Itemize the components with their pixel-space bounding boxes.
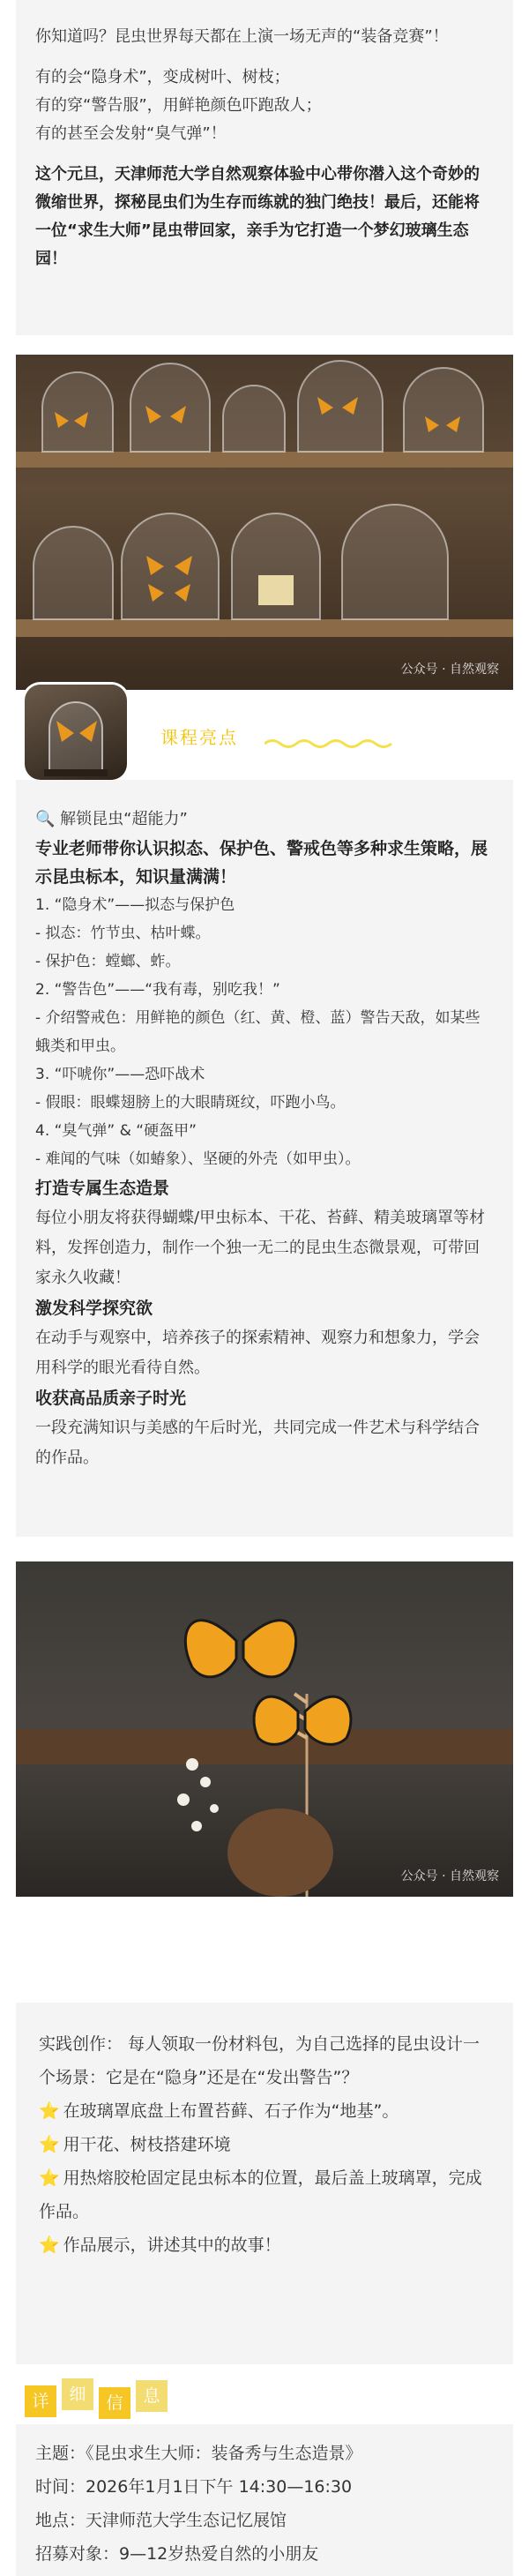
magnifier-icon: 🔍 (35, 810, 56, 828)
practice-card (16, 2003, 513, 2364)
family-time-text: 一段充满知识与美感的午后时光，共同完成一件艺术与科学结合的作品。 (35, 1419, 480, 1467)
intro-line-1: 你知道吗？昆虫世界每天都在上演一场无声的“装备竞赛”！ (35, 27, 449, 46)
event-theme: 主题：《昆虫求生大师：装备秀与生态造景》 (35, 2444, 362, 2463)
intro-card (16, 0, 513, 335)
strategy-item: 3. “吓唬你”——恐吓战术 (35, 1066, 205, 1083)
detail-tag-char: 细 (62, 2378, 93, 2410)
detail-tag-char: 详 (25, 2385, 56, 2417)
wavy-underline-decoration (264, 738, 397, 750)
practice-step: ⭐ 作品展示，讲述其中的故事！ (39, 2235, 281, 2255)
unlock-title-row (35, 805, 494, 835)
intro-line-4: 有的甚至会发射“臭气弹”！ (35, 124, 227, 143)
event-time: 时间：2026年1月1日下午 14:30—16:30 (35, 2477, 353, 2497)
strategy-item: - 拟态：竹节虫、枯叶蝶。 (35, 925, 211, 942)
science-inquiry-text: 在动手与观察中，培养孩子的探索精神、观察力和想象力，学会用科学的眼光看待自然。 (35, 1329, 480, 1377)
event-place: 地点：天津师范大学生态记忆展馆 (35, 2511, 287, 2530)
detail-tag-char: 息 (136, 2380, 168, 2412)
star-icon: ⭐ (39, 2101, 60, 2121)
butterfly-illustration (16, 1561, 513, 1897)
star-icon: ⭐ (39, 2235, 60, 2255)
event-details (16, 2424, 513, 2576)
ecology-landscape-text: 每位小朋友将获得蝴蝶/甲虫标本、干花、苔藓、精美玻璃罩等材料，发挥创造力，制作一个独一无二的昆虫生态微景观，可带回家永久收藏！ (35, 1209, 486, 1287)
strategy-item: - 介绍警戒色：用鲜艳的颜色（红、黄、橙、蓝）警告天敌，如某些蛾类和甲虫。 (35, 1009, 481, 1055)
science-inquiry-heading: 激发科学探究欲 (35, 1299, 153, 1318)
glass-dome-specimens-photo (16, 355, 513, 690)
unlock-title: 解锁昆虫“超能力” (60, 810, 188, 828)
event-target: 招募对象：9—12岁热爱自然的小朋友 (35, 2544, 319, 2564)
detail-tag-char: 信 (99, 2387, 130, 2419)
ecology-landscape-heading: 打造专属生态造景 (35, 1179, 170, 1198)
unlock-description: 专业老师带你认识拟态、保护色、警戒色等多种求生策略，展示昆虫标本，知识量满满！ (35, 839, 488, 887)
course-highlight-label: 课程亮点 (160, 727, 238, 748)
star-icon: ⭐ (39, 2168, 60, 2188)
intro-line-3: 有的穿“警告服”，用鲜艳颜色吓跑敌人； (35, 96, 322, 115)
strategy-item: 4. “臭气弹” & “硬盔甲” (35, 1122, 197, 1140)
strategy-item: 2. “警告色”——“我有毒，别吃我！” (35, 981, 280, 999)
strategy-item: - 难闻的气味（如蝽象）、坚硬的外壳（如甲虫）。 (35, 1150, 361, 1168)
star-icon: ⭐ (39, 2135, 60, 2154)
practice-step: ⭐ 用干花、树枝搭建环境 (39, 2135, 231, 2154)
intro-line-2: 有的会“隐身术”，变成树叶、树枝； (35, 68, 290, 86)
family-time-heading: 收获高品质亲子时光 (35, 1389, 187, 1408)
practice-intro: 实践创作： 每人领取一份材料包，为自己选择的昆虫设计一个场景：它是在“隐身”还是在“发出警告”？ (39, 2034, 481, 2087)
strategy-item: - 保护色：螳螂、蚱。 (35, 953, 181, 970)
course-highlight-header (0, 685, 529, 780)
glass-dome-illustration (16, 355, 513, 690)
detail-info-header (16, 2375, 513, 2428)
practice-step: ⭐ 用热熔胶枪固定昆虫标本的位置，最后盖上玻璃罩，完成作品。 (39, 2168, 482, 2221)
photo-watermark: 公众号 · 自然观察 (400, 663, 499, 677)
photo-watermark: 公众号 · 自然观察 (400, 1869, 499, 1883)
strategy-item: - 假眼：眼蝶翅膀上的大眼睛斑纹，吓跑小鸟。 (35, 1094, 346, 1112)
course-highlights-card (16, 780, 513, 1537)
survival-strategy-list (35, 891, 494, 1173)
butterfly-dome-thumbnail (25, 685, 127, 780)
butterfly-pinecone-photo (16, 1561, 513, 1897)
intro-highlight-text: 这个元旦，天津师范大学自然观察体验中心带你潜入这个奇妙的微缩世界，探秘昆虫们为生存而练就的独门绝技！最后，还能将一位“求生大师”昆虫带回家，亲手为它打造一个梦幻玻璃生态园！ (35, 165, 480, 268)
strategy-item: 1. “隐身术”——拟态与保护色 (35, 896, 235, 914)
practice-step: ⭐ 在玻璃罩底盘上布置苔藓、石子作为“地基”。 (39, 2101, 399, 2121)
